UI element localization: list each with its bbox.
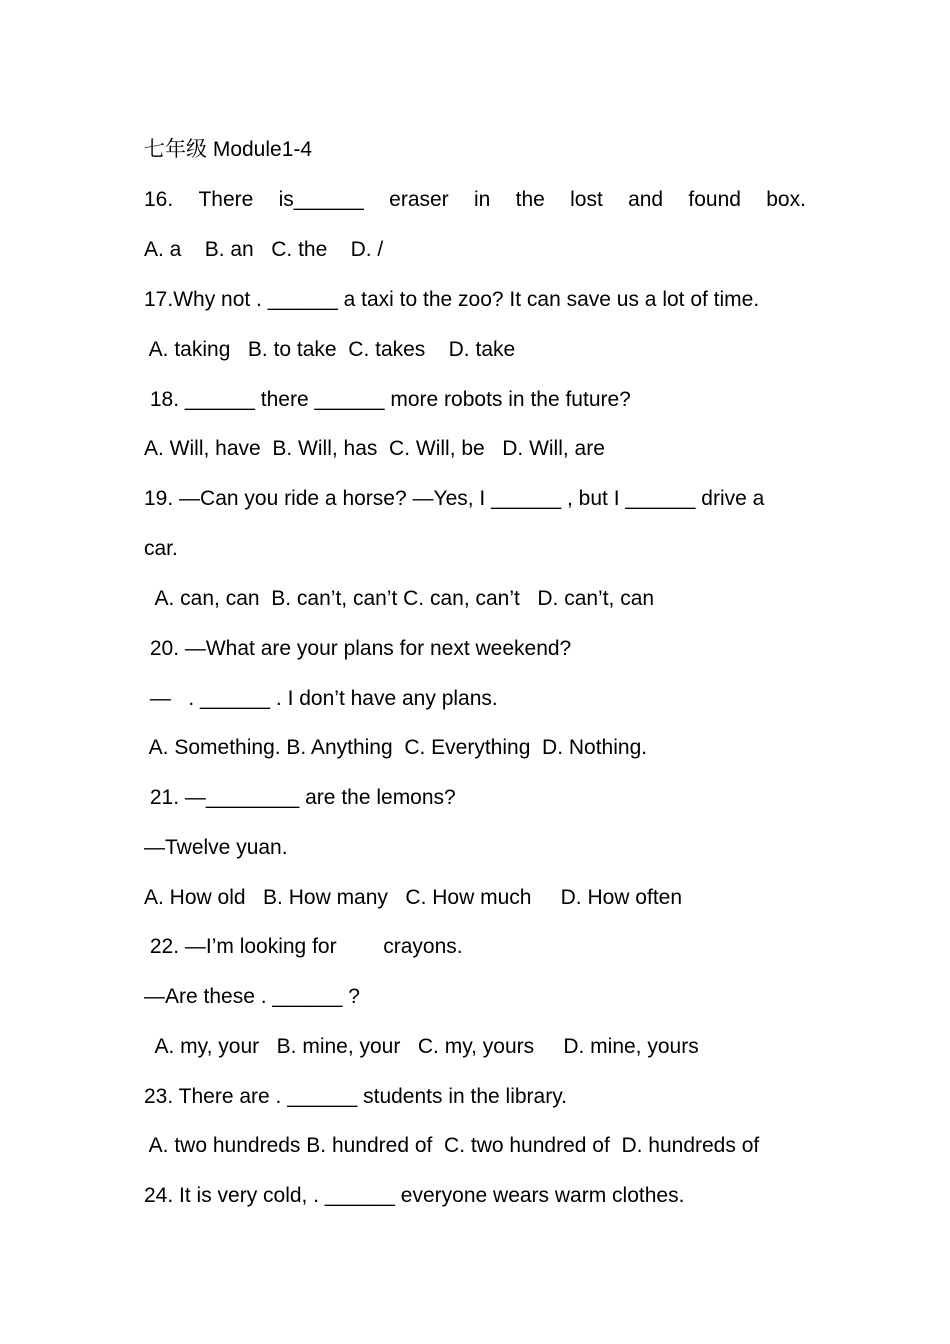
question-19-line2: car. bbox=[144, 537, 178, 560]
options-18: A. Will, have B. Will, has C. Will, be D. Will, are bbox=[144, 437, 605, 460]
q16-word: lost bbox=[570, 188, 603, 211]
options-23: A. two hundreds B. hundred of C. two hundred of D. hundreds of bbox=[144, 1134, 760, 1157]
question-21-line2: —Twelve yuan. bbox=[144, 836, 288, 859]
q16-word: the bbox=[515, 188, 545, 211]
question-17: 17.Why not . ______ a taxi to the zoo? It can save us a lot of time. bbox=[144, 288, 760, 311]
q16-word: found bbox=[688, 188, 741, 211]
page-title: 七年级 Module1-4 bbox=[144, 138, 313, 161]
question-16 bbox=[144, 187, 806, 213]
q16-word: 16. bbox=[144, 188, 174, 211]
question-19-line1: 19. —Can you ride a horse? —Yes, I ______ , but I ______ drive a bbox=[144, 487, 765, 510]
options-16: A. a B. an C. the D. / bbox=[144, 238, 384, 261]
q16-word: eraser bbox=[389, 188, 449, 211]
question-22-line1: 22. —I’m looking for crayons. bbox=[144, 935, 463, 958]
q16-word: is______ bbox=[278, 188, 364, 211]
question-24: 24. It is very cold, . ______ everyone wears warm clothes. bbox=[144, 1184, 685, 1207]
options-17: A. taking B. to take C. takes D. take bbox=[144, 338, 516, 361]
question-21-line1: 21. —________ are the lemons? bbox=[144, 786, 456, 809]
options-20: A. Something. B. Anything C. Everything D. Nothing. bbox=[144, 736, 648, 759]
q16-word: and bbox=[628, 188, 664, 211]
q16-word: box. bbox=[766, 188, 806, 211]
q16-word: There bbox=[198, 188, 254, 211]
question-22-line2: —Are these . ______ ? bbox=[144, 985, 360, 1008]
question-18: 18. ______ there ______ more robots in the future? bbox=[144, 388, 631, 411]
question-23: 23. There are . ______ students in the library. bbox=[144, 1085, 567, 1108]
q16-word: in bbox=[473, 188, 491, 211]
options-19: A. can, can B. can’t, can’t C. can, can’t D. can’t, can bbox=[144, 587, 655, 610]
options-21: A. How old B. How many C. How much D. How often bbox=[144, 886, 683, 909]
options-22: A. my, your B. mine, your C. my, yours D. mine, yours bbox=[144, 1035, 699, 1058]
question-20-line2: — . ______ . I don’t have any plans. bbox=[144, 687, 498, 710]
question-20-line1: 20. —What are your plans for next weekend? bbox=[144, 637, 572, 660]
